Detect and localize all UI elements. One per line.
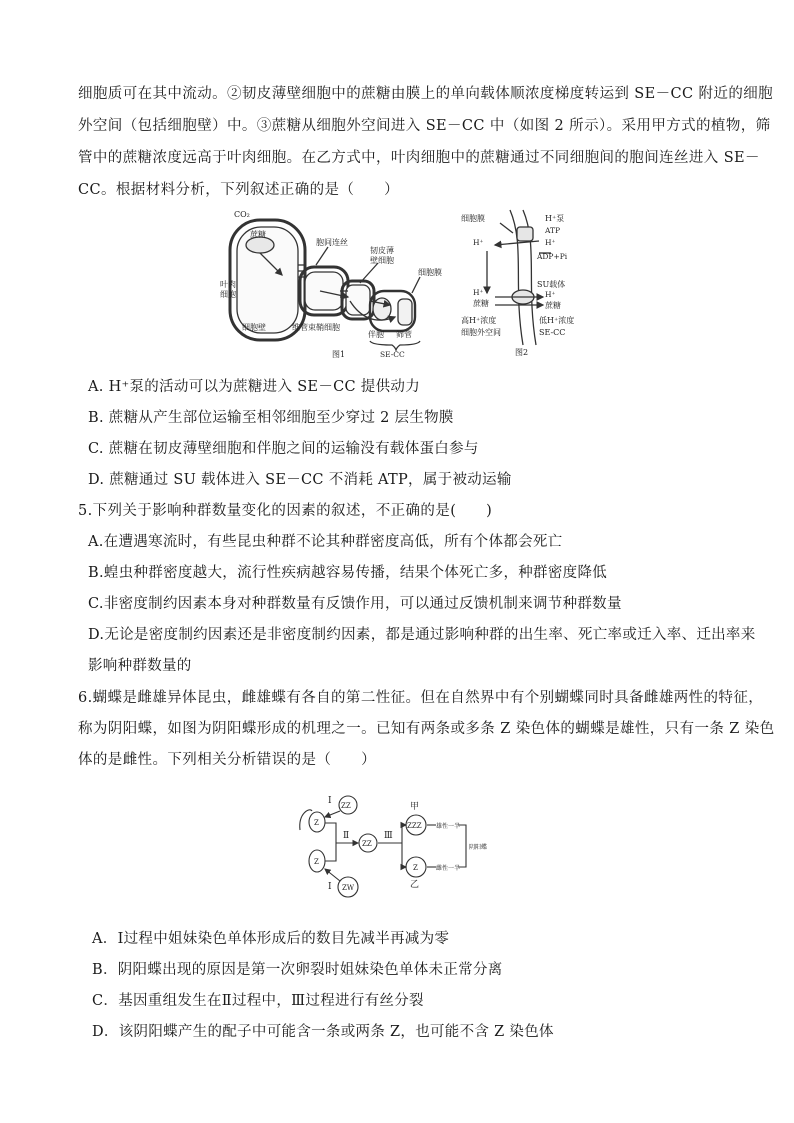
q6-option-c: C．基因重组发生在Ⅱ过程中，Ⅲ过程进行有丝分裂 [92, 993, 424, 1009]
fig2-adp: ADP+Pi [537, 252, 568, 261]
fig3-yinyang: 阴阳蝶 [469, 844, 488, 851]
passage-line-2: 外空间（包括细胞壁）中。③蔗糖从细胞外空间进入 SE－CC 中（如图 2 所示）。采用甲方式的植物，筛 [78, 118, 771, 134]
fig3-I-top: Ⅰ [328, 796, 332, 806]
q4-option-d: D. 蔗糖通过 SU 载体进入 SE－CC 不消耗 ATP，属于被动运输 [88, 472, 512, 488]
fig2-h-plus-inside: H⁺ [545, 290, 556, 299]
q4-option-a: A. H⁺泵的活动可以为蔗糖进入 SE－CC 提供动力 [88, 379, 421, 395]
q5-option-c: C.非密度制约因素本身对种群数量有反馈作用，可以通过反馈机制来调节种群数量 [88, 596, 622, 612]
fig1-caption: 图1 [332, 350, 346, 359]
fig1-plasmodesmata: 胞间连丝 [316, 238, 348, 247]
fig3-male-half: 雄性一半 [436, 823, 461, 830]
fig1-companion: 伴胞 [368, 330, 384, 339]
q4-option-b: B. 蔗糖从产生部位运输至相邻细胞至少穿过 2 层生物膜 [88, 410, 454, 426]
q4-option-c: C. 蔗糖在韧皮薄壁细胞和伴胞之间的运输没有载体蛋白参与 [88, 441, 479, 457]
fig2-h-pump: H⁺泵 [545, 214, 565, 223]
fig2-extracellular: 细胞外空间 [461, 328, 501, 337]
fig2-h-plus-left: H⁺ [473, 238, 484, 247]
fig3-III: Ⅲ [384, 831, 393, 841]
fig1-phloem-parenchyma-2: 壁细胞 [370, 256, 394, 265]
fig2-sucrose-right: 蔗糖 [545, 301, 561, 310]
fig1-phloem-parenchyma-1: 韧皮薄 [370, 246, 394, 255]
fig3-yi: 乙 [410, 880, 420, 890]
q5-option-b: B.蝗虫种群密度越大，流行性疾病越容易传播，结果个体死亡多，种群密度降低 [88, 565, 608, 581]
fig3-jia: 甲 [410, 802, 420, 812]
fig3-II: Ⅱ [343, 831, 350, 841]
fig3-zz-mid: ZZ [362, 840, 372, 848]
q6-option-d: D．该阴阳蝶产生的配子中可能含一条或两条 Z，也可能不含 Z 染色体 [92, 1024, 554, 1040]
fig2-atp: ATP [545, 226, 561, 235]
q6-option-b: B．阴阳蝶出现的原因是第一次卵裂时姐妹染色单体未正常分离 [92, 962, 503, 978]
fig2-h-plus-right: H⁺ [545, 238, 556, 247]
q5-option-d-line1: D.无论是密度制约因素还是非密度制约因素，都是通过影响种群的出生率、死亡率或迁入率、迁出率来 [88, 627, 756, 643]
q6-stem-2: 称为阴阳蝶，如图为阴阳蝶形成的机理之一。已知有两条或多条 Z 染色体的蝴蝶是雄性，只有一条 Z 染色 [78, 721, 775, 737]
fig1-mesophyll-2: 细胞 [220, 290, 236, 299]
fig1-cell-wall: 细胞壁 [242, 323, 266, 332]
q5-stem: 5.下列关于影响种群数量变化的因素的叙述，不正确的是( ) [78, 503, 493, 519]
fig3-zw: ZW [342, 884, 355, 892]
fig2-su-carrier: SU载体 [537, 280, 566, 289]
passage-line-3: 管中的蔗糖浓度远高于叶肉细胞。在乙方式中，叶肉细胞中的蔗糖通过不同细胞间的胞间连丝进入 SE－ [78, 150, 760, 166]
q5-option-a: A.在遭遇寒流时，有些昆虫种群不论其种群密度高低，所有个体都会死亡 [88, 534, 563, 550]
q6-option-a: A．Ⅰ过程中姐妹染色单体形成后的数目先减半再减为零 [92, 931, 450, 947]
fig1-se-cc: SE-CC [380, 350, 405, 359]
fig3-I-bottom: Ⅰ [328, 882, 332, 892]
fig3-z-left: Z [314, 858, 319, 866]
q6-stem-3: 体的是雌性。下列相关分析错误的是（ ） [78, 752, 376, 768]
fig2-h-plus-lower: H⁺ [473, 288, 484, 297]
passage-line-1: 细胞质可在其中流动。②韧皮薄壁细胞中的蔗糖由膜上的单向载体顺浓度梯度转运到 SE－CC 附近的细胞 [78, 86, 774, 102]
figure-3-diagram [290, 775, 505, 915]
fig1-co2: CO₂ [234, 210, 250, 219]
fig2-sucrose-left: 蔗糖 [473, 299, 489, 308]
fig1-sucrose: 蔗糖 [250, 230, 266, 239]
fig3-zzz: ZZZ [407, 822, 422, 830]
fig3-female-half: 雌性一半 [436, 865, 461, 872]
fig1-mesophyll-1: 叶肉 [220, 280, 236, 289]
fig1-sieve-tube: 筛管 [396, 330, 412, 339]
figure-2-diagram [455, 205, 600, 360]
q6-stem-1: 6.蝴蝶是雌雄异体昆虫，雌雄蝶有各自的第二性征。但在自然界中有个别蝴蝶同时具备雌雄两性的特征， [78, 690, 764, 706]
figure-1-diagram [220, 205, 450, 360]
fig1-cell-membrane: 细胞膜 [418, 268, 442, 277]
fig2-high-h: 高H⁺浓度 [461, 316, 497, 325]
fig2-cell-membrane: 细胞膜 [461, 214, 485, 223]
fig3-z-bottom: Z [413, 864, 418, 872]
fig1-bundle-sheath: 维管束鞘细胞 [292, 323, 340, 332]
fig2-low-h: 低H⁺浓度 [539, 316, 575, 325]
fig2-caption: 图2 [515, 348, 529, 357]
fig3-z-top: Z [314, 819, 319, 827]
fig3-zz-top: ZZ [341, 802, 351, 810]
q5-option-d-line2: 影响种群数量的 [88, 658, 192, 674]
passage-line-4: CC。根据材料分析，下列叙述正确的是（ ） [78, 182, 399, 198]
fig2-se-cc: SE-CC [539, 328, 566, 337]
